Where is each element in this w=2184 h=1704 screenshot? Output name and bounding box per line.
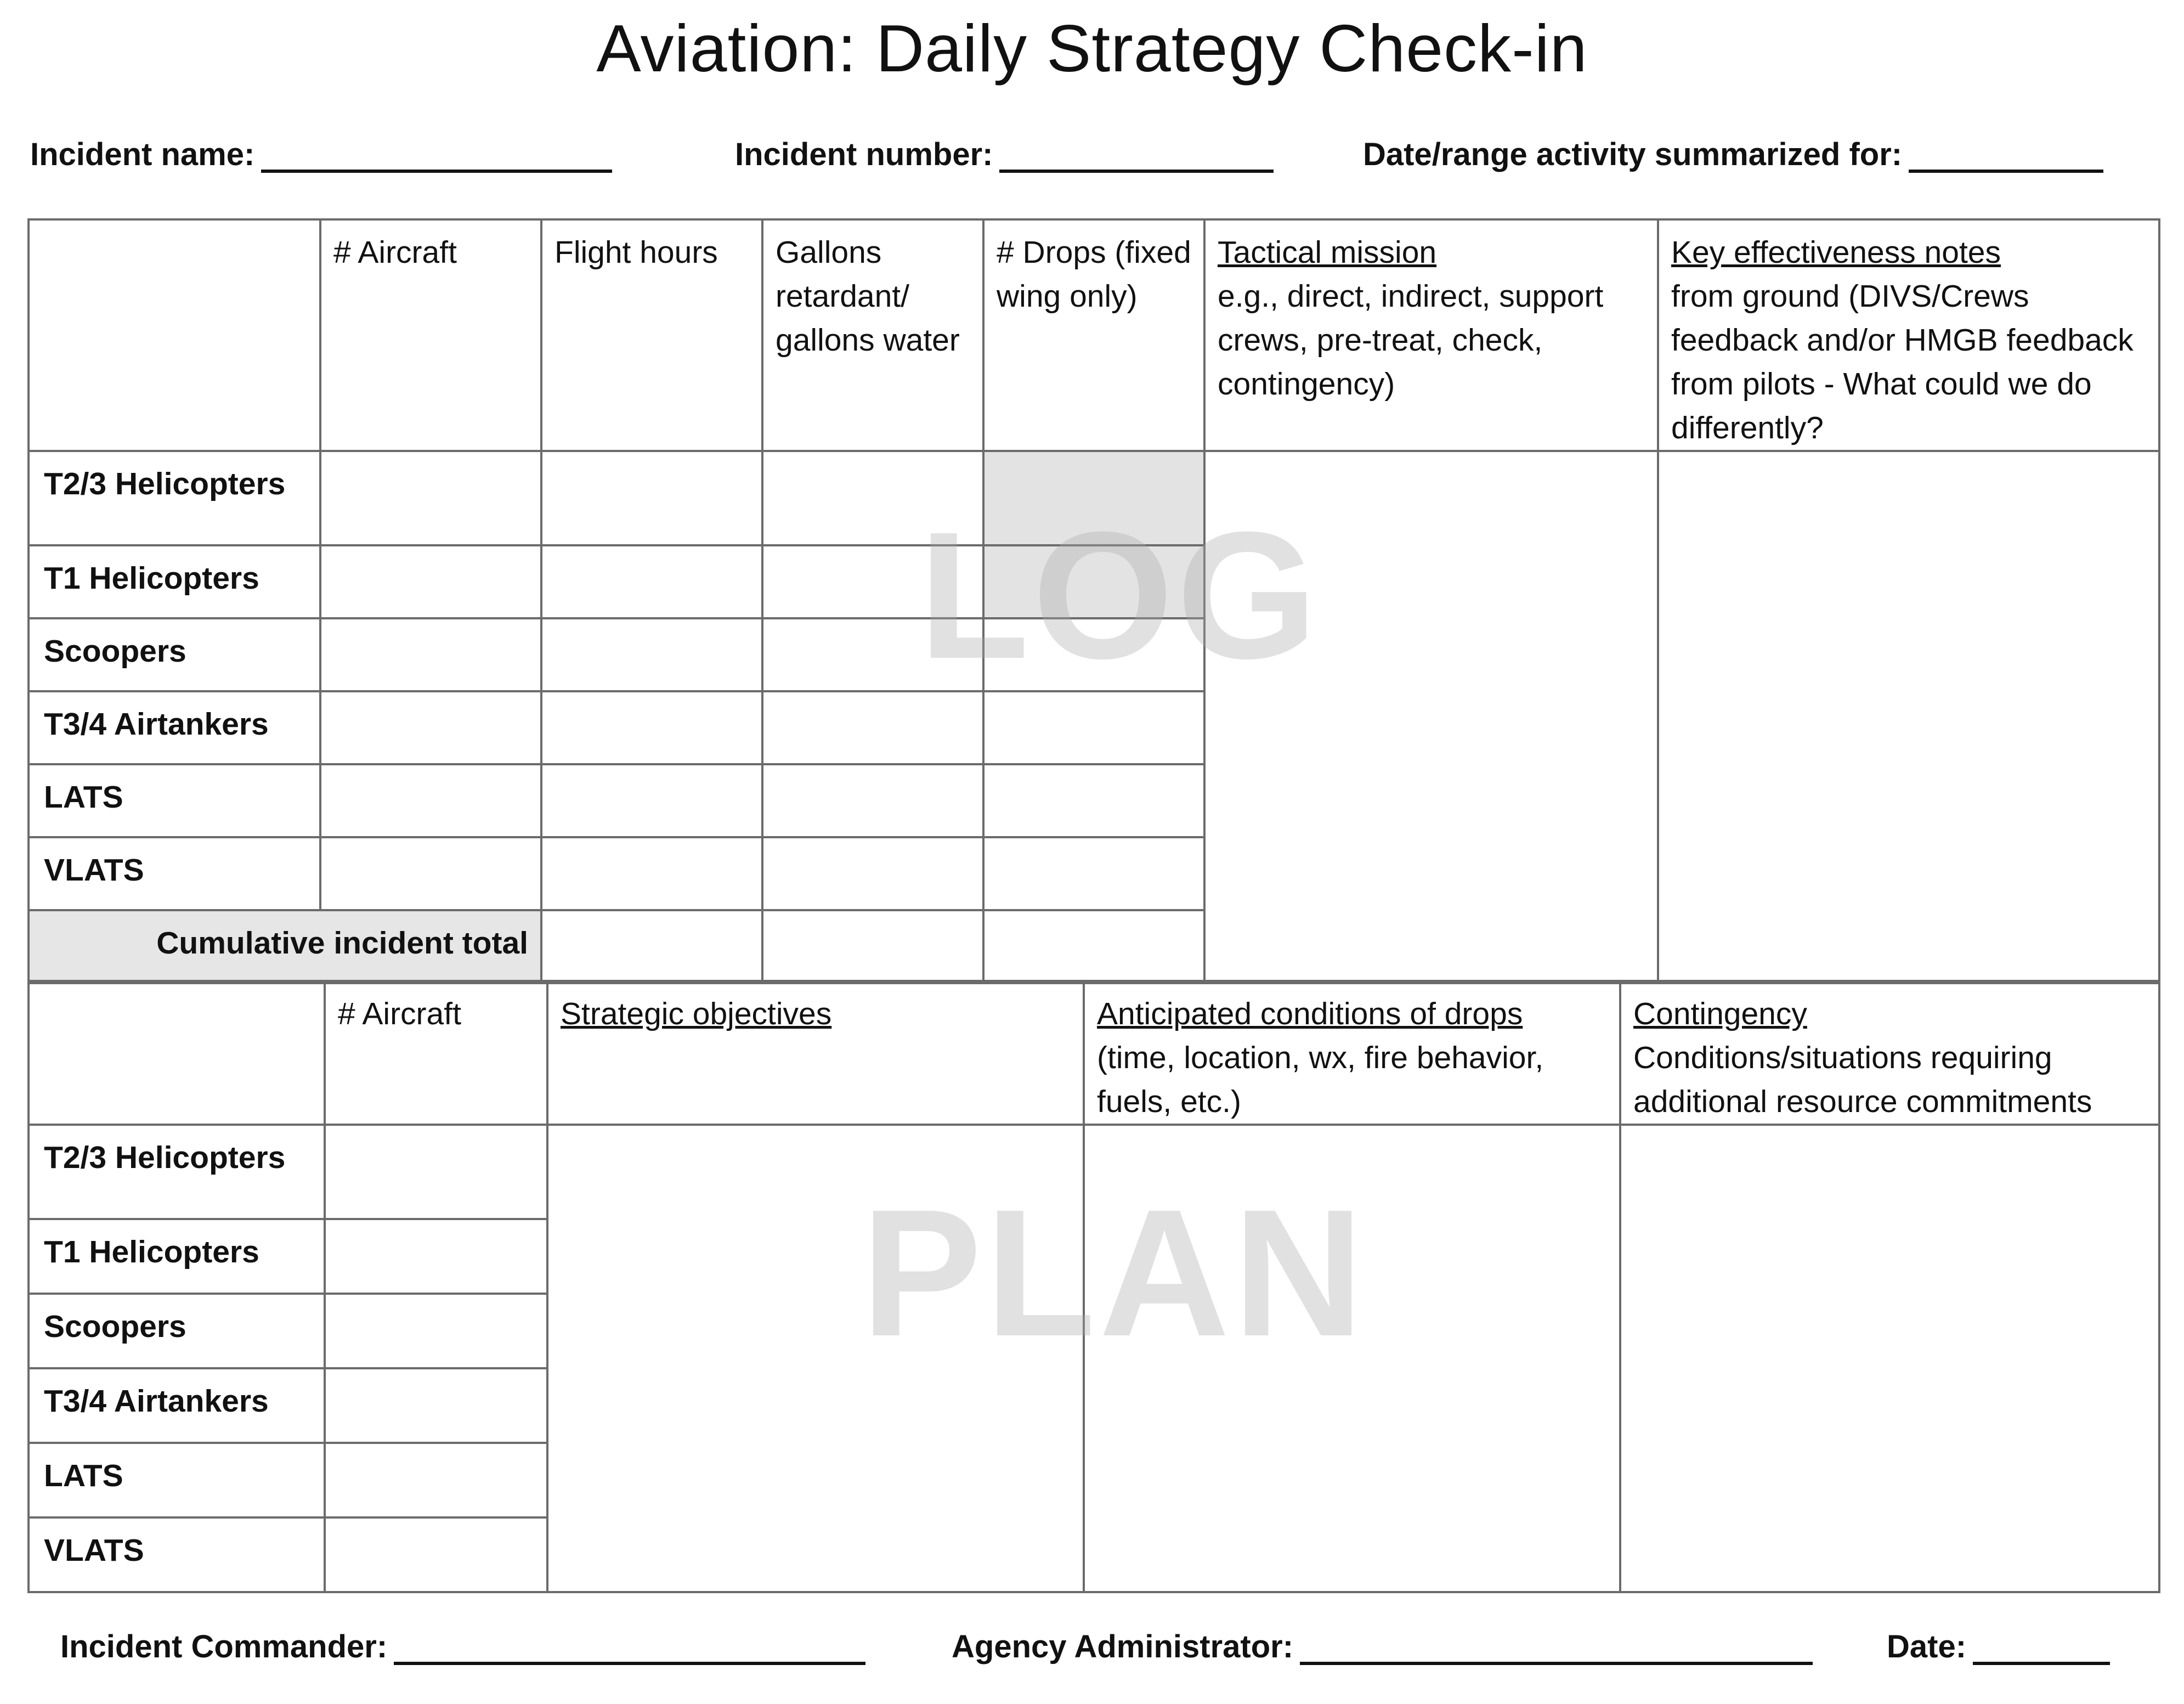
log-cell[interactable] xyxy=(541,451,762,545)
log-row-label: LATS xyxy=(29,764,320,837)
plan-row-label: VLATS xyxy=(29,1517,325,1592)
log-row-label: T1 Helicopters xyxy=(29,545,320,618)
log-cell[interactable] xyxy=(762,764,983,837)
incident-commander-field[interactable] xyxy=(60,1628,865,1665)
log-header-drops: # Drops (fixed wing only) xyxy=(983,219,1204,451)
log-cell[interactable] xyxy=(541,691,762,764)
incident-number-input[interactable] xyxy=(999,141,1274,173)
log-cell[interactable] xyxy=(320,691,541,764)
plan-header-aircraft: # Aircraft xyxy=(325,981,547,1125)
log-cell[interactable] xyxy=(762,618,983,691)
log-cell[interactable] xyxy=(762,691,983,764)
plan-watermark: PLAN xyxy=(861,1171,1367,1374)
log-row-label: Scoopers xyxy=(29,618,320,691)
log-header-key-notes xyxy=(1658,219,2159,451)
log-cell[interactable] xyxy=(541,837,762,910)
incident-name-field[interactable] xyxy=(30,136,612,173)
date-range-field[interactable] xyxy=(1363,136,2103,173)
log-row-label: VLATS xyxy=(29,837,320,910)
plan-header-strategic xyxy=(547,981,1084,1125)
log-cell[interactable] xyxy=(983,837,1204,910)
log-cell[interactable] xyxy=(983,691,1204,764)
plan-row-label: T3/4 Airtankers xyxy=(29,1368,325,1443)
log-row-label: T3/4 Airtankers xyxy=(29,691,320,764)
plan-header-anticipated xyxy=(1084,981,1620,1125)
plan-aircraft-cell[interactable] xyxy=(325,1125,547,1219)
key-notes-title: Key effectiveness notes xyxy=(1671,235,2001,270)
date-range-label: Date/range activity summarized for: xyxy=(1363,137,1903,172)
log-header-gallons: Gallons retardant/ gallons water xyxy=(762,219,983,451)
total-drops-cell[interactable] xyxy=(983,910,1204,983)
log-cell[interactable] xyxy=(762,451,983,545)
page-title: Aviation: Daily Strategy Check-in xyxy=(596,11,1588,86)
anticipated-conditions-desc: (time, location, wx, fire behavior, fuels, etc.) xyxy=(1097,1040,1544,1119)
key-notes-desc: from ground (DIVS/Crews feedback and/or HMGB feedback from pilots - What could we do differently? xyxy=(1671,279,2134,445)
log-tactical-mission-cell[interactable] xyxy=(1204,451,1658,983)
signature-date-input[interactable] xyxy=(1973,1633,2110,1665)
plan-table xyxy=(27,980,2160,1593)
agency-administrator-input[interactable] xyxy=(1300,1633,1813,1665)
log-cell[interactable] xyxy=(320,545,541,618)
contingency-desc: Conditions/situations requiring additional resource commitments xyxy=(1633,1040,2092,1119)
strategic-objectives-cell[interactable] xyxy=(547,1125,1084,1592)
contingency-cell[interactable] xyxy=(1620,1125,2159,1592)
plan-row-label: T2/3 Helicopters xyxy=(29,1125,325,1219)
log-cell[interactable] xyxy=(762,545,983,618)
incident-name-label: Incident name: xyxy=(30,137,255,172)
plan-corner-cell xyxy=(29,981,325,1125)
cumulative-total-label: Cumulative incident total xyxy=(29,910,541,983)
signature-date-label: Date: xyxy=(1887,1629,1967,1664)
log-header-tactical-mission xyxy=(1204,219,1658,451)
log-cell[interactable] xyxy=(320,837,541,910)
incident-name-input[interactable] xyxy=(261,141,612,173)
log-corner-cell xyxy=(29,219,320,451)
total-gallons-cell[interactable] xyxy=(762,910,983,983)
signature-date-field[interactable] xyxy=(1887,1628,2110,1665)
anticipated-conditions-title: Anticipated conditions of drops xyxy=(1097,996,1523,1031)
log-cell[interactable] xyxy=(320,764,541,837)
log-drops-disabled-cell xyxy=(983,451,1204,545)
log-cell[interactable] xyxy=(762,837,983,910)
log-drops-disabled-cell xyxy=(983,545,1204,618)
total-flight-hours-cell[interactable] xyxy=(541,910,762,983)
plan-header-contingency xyxy=(1620,981,2159,1125)
anticipated-conditions-cell[interactable] xyxy=(1084,1125,1620,1592)
incident-number-field[interactable] xyxy=(735,136,1274,173)
incident-number-label: Incident number: xyxy=(735,137,993,172)
plan-aircraft-cell[interactable] xyxy=(325,1219,547,1294)
tactical-mission-title: Tactical mission xyxy=(1218,235,1437,270)
log-cell[interactable] xyxy=(983,618,1204,691)
plan-aircraft-cell[interactable] xyxy=(325,1368,547,1443)
log-cell[interactable] xyxy=(541,545,762,618)
plan-row-label: T1 Helicopters xyxy=(29,1219,325,1294)
log-cell[interactable] xyxy=(983,764,1204,837)
log-header-flight-hours: Flight hours xyxy=(541,219,762,451)
plan-aircraft-cell[interactable] xyxy=(325,1443,547,1517)
log-cell[interactable] xyxy=(541,764,762,837)
log-header-aircraft: # Aircraft xyxy=(320,219,541,451)
plan-aircraft-cell[interactable] xyxy=(325,1517,547,1592)
strategic-objectives-title: Strategic objectives xyxy=(561,996,832,1031)
tactical-mission-desc: e.g., direct, indirect, support crews, pre-treat, check, contingency) xyxy=(1218,279,1604,402)
log-watermark: LOG xyxy=(919,494,1321,696)
log-row-label: T2/3 Helicopters xyxy=(29,451,320,545)
log-cell[interactable] xyxy=(541,618,762,691)
log-key-notes-cell[interactable] xyxy=(1658,451,2159,983)
plan-row-label: Scoopers xyxy=(29,1294,325,1368)
contingency-title: Contingency xyxy=(1633,996,1807,1031)
incident-commander-input[interactable] xyxy=(394,1633,865,1665)
agency-administrator-label: Agency Administrator: xyxy=(952,1629,1294,1664)
log-table xyxy=(27,218,2160,984)
agency-administrator-field[interactable] xyxy=(952,1628,1813,1665)
plan-row-label: LATS xyxy=(29,1443,325,1517)
log-cell[interactable] xyxy=(320,451,541,545)
date-range-input[interactable] xyxy=(1909,141,2103,173)
incident-commander-label: Incident Commander: xyxy=(60,1629,388,1664)
log-cell[interactable] xyxy=(320,618,541,691)
plan-aircraft-cell[interactable] xyxy=(325,1294,547,1368)
